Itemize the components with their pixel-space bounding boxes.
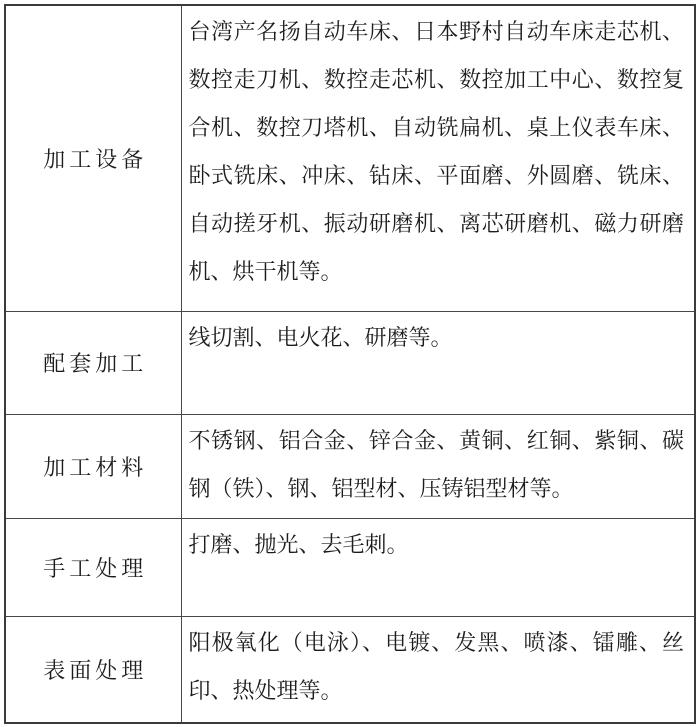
row-content-supporting-processing: 线切割、电火花、研磨等。 xyxy=(181,311,695,414)
table-row xyxy=(5,414,695,518)
table-row xyxy=(5,311,695,414)
row-content-surface-treatment: 阳极氧化（电泳）、电镀、发黑、喷漆、镭雕、丝印、热处理等。 xyxy=(181,616,695,723)
row-label-surface-treatment: 表面处理 xyxy=(5,616,181,723)
table-row xyxy=(5,518,695,616)
table-row xyxy=(5,616,695,723)
row-label-supporting-processing: 配套加工 xyxy=(5,311,181,414)
row-label-manual-processing: 手工处理 xyxy=(5,518,181,616)
capabilities-table xyxy=(4,4,696,724)
row-label-processing-equipment: 加工设备 xyxy=(5,5,181,311)
row-content-processing-equipment: 台湾产名扬自动车床、日本野村自动车床走芯机、数控走刀机、数控走芯机、数控加工中心、数控复合机、数控刀塔机、自动铣扁机、桌上仪表车床、卧式铣床、冲床、钻床、平面磨、外圆磨、铣床、自动搓牙机、振动研磨机、离芯研磨机、磁力研磨机、烘干机等。 xyxy=(181,5,695,311)
row-label-processing-materials: 加工材料 xyxy=(5,414,181,518)
row-content-manual-processing: 打磨、抛光、去毛刺。 xyxy=(181,518,695,616)
row-content-processing-materials: 不锈钢、铝合金、锌合金、黄铜、红铜、紫铜、碳钢（铁）、钢、铝型材、压铸铝型材等。 xyxy=(181,414,695,518)
table-row xyxy=(5,5,695,311)
